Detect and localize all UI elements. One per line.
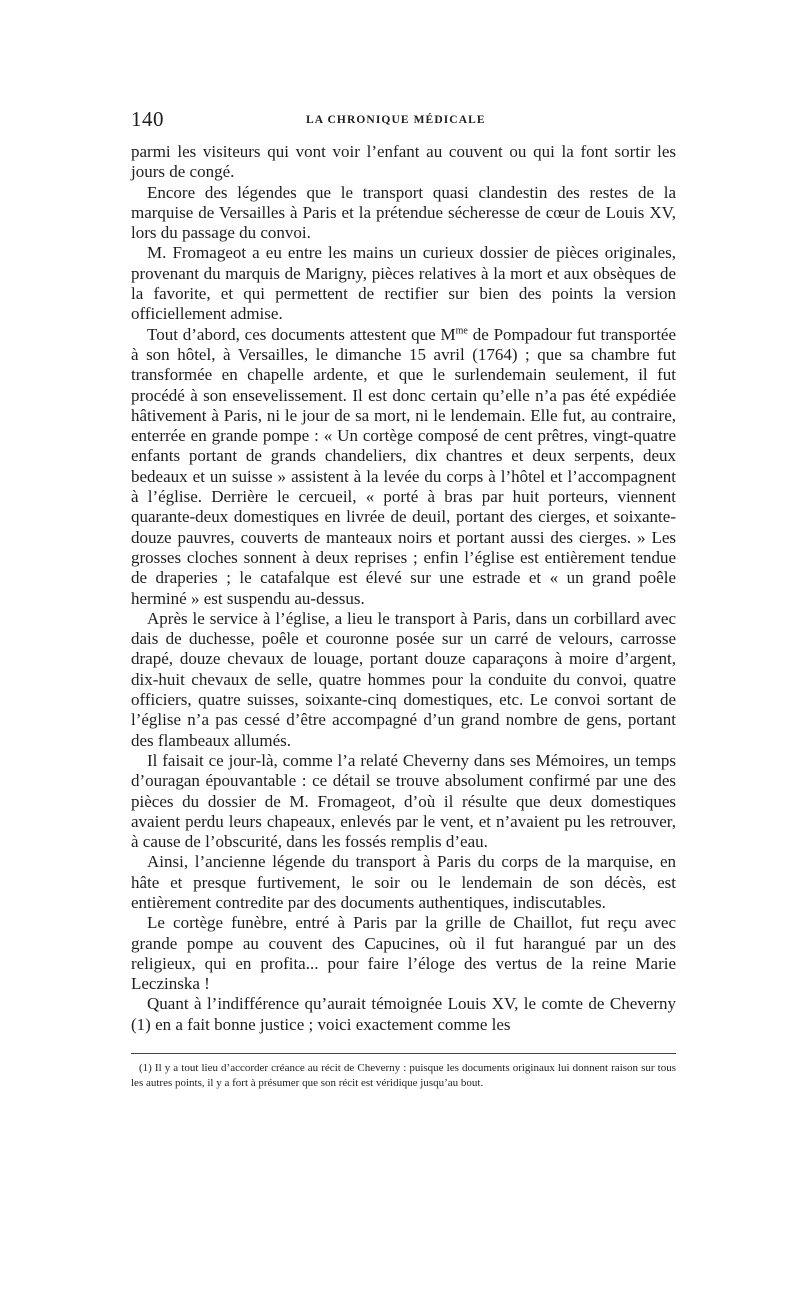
paragraph-funeral-start: Tout d’abord, ces documents attestent que M bbox=[147, 324, 456, 344]
running-head bbox=[131, 106, 676, 136]
body-text bbox=[131, 142, 676, 1035]
paragraph-funeral-rest: de Pompadour fut transportée à son hôtel, à Versailles, le dimanche 15 avril (1764) ; que sa chambre fut transformée en chapelle ardente, et que le surlendemain seulement, il fut procédé à son ensevelissement. Il est donc certain qu’elle n’a pas été expédiée hâtivement à Paris, ni le jour de sa mort, ni le lendemain. Elle fut, au contraire, enterrée en grande pompe : « Un cortège composé de cent prêtres, vingt-quatre enfants portant de grands chandeliers, dix chantres et deux serpents, deux bedeaux et un suisse » assistent à la levée du corps à l’hôtel et l’accompagnent à l’église. Derrière le cercueil, « porté à bras par huit porteurs, viennent quarante-deux domestiques en livrée de deuil, portant des cierges, et soixante-douze pauvres, couverts de manteaux noirs et portant aussi des cierges. » Les grosses cloches sonnent à deux reprises ; enfin l’église est entièrement tendue de draperies ; le catafalque est élevé sur une estrade et « un grand poêle herminé » est suspendu au-dessus. bbox=[131, 324, 677, 608]
paragraph-transport: Après le service à l’église, a lieu le transport à Paris, dans un corbillard avec dais de duchesse, poêle et couronne posée sur un carré de velours, carrosse drapé, douze chevaux de louage, portant douze caparaçons à moire d’argent, dix-huit chevaux de selle, quatre hommes pour la conduite du convoi, quatre officiers, quatre suisses, soixante-cinq domestiques, etc. Le convoi sortant de l’église n’a pas cessé d’être accompagné d’un grand nombre de gens, portant des flambeaux allumés. bbox=[131, 608, 676, 750]
paragraph-cortege: Le cortège funèbre, entré à Paris par la grille de Chaillot, fut reçu avec grande pompe au couvent des Capucines, où il fut harangué par un des religieux, qui en profita... pour faire l’éloge des vertus de la reine Marie Leczinska ! bbox=[131, 913, 676, 994]
paragraph-legends: Encore des légendes que le transport quasi clandestin des restes de la marquise de Versailles à Paris et la prétendue sécheresse de cœur de Louis XV, lors du passage du convoi. bbox=[131, 182, 676, 243]
paragraph-funeral bbox=[131, 325, 676, 609]
paragraph-dossier: M. Fromageot a eu entre les mains un curieux dossier de pièces originales, provenant du marquis de Marigny, pièces relatives à la mort et aux obsèques de la favorite, et qui permettent de rectifier sur bien des points la version officiellement admise. bbox=[131, 243, 676, 324]
paragraph-continued: parmi les visiteurs qui vont voir l’enfant au couvent ou qui la font sortir les jours de congé. bbox=[131, 142, 676, 182]
paragraph-indifference: Quant à l’indifférence qu’aurait témoignée Louis XV, le comte de Cheverny (1) en a fait bonne justice ; voici exactement comme les bbox=[131, 994, 676, 1034]
page-number: 140 bbox=[131, 107, 164, 131]
footnote: (1) Il y a tout lieu d’accorder créance au récit de Cheverny : puisque les documents originaux lui donnent raison sur tous les autres points, il y a fort à présumer que son récit est véridique jusqu’au bout. bbox=[131, 1062, 676, 1090]
book-page bbox=[131, 106, 676, 1091]
running-title: LA CHRONIQUE MÉDICALE bbox=[306, 114, 486, 126]
paragraph-legend-contradicted: Ainsi, l’ancienne légende du transport à Paris du corps de la marquise, en hâte et presque furtivement, le soir ou le lendemain de son décès, est entièrement contredite par des documents authentiques, indiscutables. bbox=[131, 852, 676, 912]
footnote-divider bbox=[131, 1053, 676, 1054]
superscript-me: me bbox=[455, 325, 468, 337]
paragraph-storm: Il faisait ce jour-là, comme l’a relaté Cheverny dans ses Mémoires, un temps d’ouragan épouvantable : ce détail se trouve absolument confirmé par une des pièces du dossier de M. Fromageot, d’où il résulte que deux domestiques avaient perdu leurs chapeaux, enlevés par le vent, et n’avaient pu les retrouver, à cause de l’obscurité, dans les fossés remplis d’eau. bbox=[131, 750, 676, 852]
